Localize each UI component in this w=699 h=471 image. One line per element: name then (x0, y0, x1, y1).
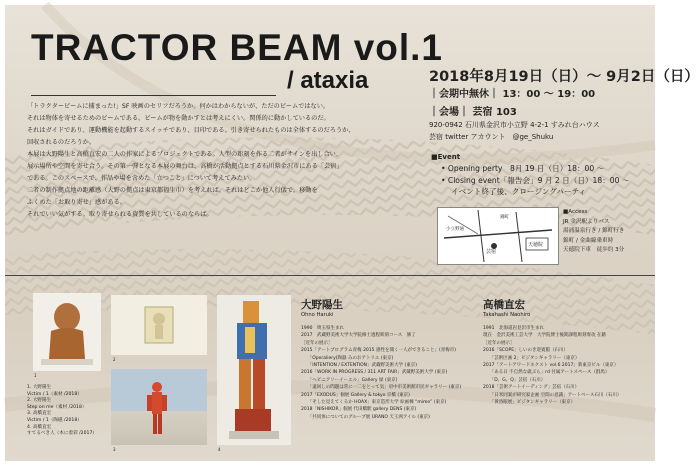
map-label-venue: 芸宿 (486, 249, 497, 255)
caption-line: 3. 高橋直宏 (27, 411, 52, 417)
cv-line: 2016「SCOPE」しいのき迎賓館（石川） (483, 348, 569, 354)
flyer (5, 5, 699, 461)
image-number-4: 4 (218, 447, 221, 452)
cv-line: 「遠回しの問題は常に一二をとって気」府中市美術館市民ギャラリー (東京) (301, 385, 462, 391)
intro-line: それはガイドであり、運動機能を起動するスイッチであり、目印である。引き寄せられたものは全体するのだろうか、 (27, 127, 355, 134)
artwork-image-3 (111, 369, 207, 445)
artist2-name: 高橋直宏 (483, 299, 525, 311)
cv-line: 1991 北海道岩見沢市生まれ (483, 326, 544, 331)
caption-line: Victim / 1（陶磁 /2018） (27, 417, 82, 423)
subtitle: / ataxia (287, 67, 369, 94)
cv-line: 2017「アートアワードネクスト vol.6 2017」新東京ビル（東京） (483, 363, 619, 369)
access-line: 湯涌温泉行き / 錦町行き (563, 228, 625, 235)
event-opening: • Opening perty 8月 19 日（日）18：00 〜 (441, 164, 605, 173)
caption-line: Step on me（素材 /2018） (27, 404, 87, 410)
cv-line: 2018「芸術アートイーディング」芸宿（石川） (483, 385, 580, 391)
artwork-captions (27, 385, 97, 438)
artist1-name: 大野陽生 (301, 299, 343, 311)
cv-line: 「共同体についてのグループ展 URANO 天王洲アイル (東京) (301, 414, 430, 420)
access-line: JR 金沢駅よりバス (563, 218, 610, 225)
access-line: 錦町 / 金曲線乗車時 (563, 237, 614, 244)
artwork-image-1 (33, 293, 101, 371)
image-number-3: 3 (113, 447, 116, 452)
access-info (563, 208, 624, 256)
artist1-romaji: Ohno Haruki (301, 312, 334, 318)
cv-line: 「Operaliery(陶器 みのおアトリエ (東京) (301, 355, 394, 361)
event-heading: ■Event (431, 153, 461, 161)
intro-line: である。このスペースで、作品や場を含めた「立つこと」について考えてみたい。 (27, 175, 256, 182)
image-number-1: 1 (34, 373, 37, 378)
venue-address: 920-0942 石川県金沢市小立野 4-2-1 すみれ台ハウス (429, 121, 600, 129)
intro-line: 回収されるのだろうか。 (27, 139, 96, 146)
cv-line: 現在 金沢美術工芸大学 大学院博士後期課程彫刻専攻 在籍 (483, 333, 606, 339)
artist2-cv (483, 325, 621, 406)
access-heading: ■Access (563, 209, 588, 215)
title-rule (31, 95, 276, 96)
map-graphic (438, 208, 558, 264)
cv-line: 「D、G、Q」芸宿（石川） (483, 377, 546, 383)
cv-line: 「芸術区画 2」ビジタンギャラリー（東京） (483, 355, 580, 361)
caption-line: 2. 大野陽生 (27, 398, 52, 404)
intro-text (27, 101, 407, 221)
venue-name: ｜会場｜ 芸宿 103 (429, 107, 517, 118)
access-map (437, 207, 559, 265)
cv-line: 「黄昏眼展」ビジタンギャラリー（東京） (483, 400, 576, 406)
artist2-romaji: Takahashi Naohiro (483, 312, 531, 318)
exhibition-hours: ｜会期中無休｜ 13：00 〜 19：00 (429, 89, 596, 100)
cv-line: 「ヘビニアリーイーエル」Gallery 緑 (東京) (301, 377, 398, 383)
section-divider (5, 275, 655, 276)
cv-line: 2015「アートプログラム青梅 2015 感性を開く一人ができること」(青梅市) (301, 348, 456, 354)
cv-line: 「ある日 不自然な歳ぶら」rd 付属アートスペース（群馬） (483, 370, 610, 376)
access-line: 天徳院下車 徒歩約 3分 (563, 247, 625, 254)
artwork-image-4 (217, 295, 291, 445)
cv-line: 2017 武蔵野美術大学大学院修士過程彫刻コース 修了 (301, 333, 416, 339)
cv-line: 2016「WORK IN PROGRESS / 311 ART FAIR」武蔵野美術大学 (東京) (301, 370, 448, 376)
map-label-temple: 天徳院 (528, 242, 544, 248)
artwork-image-2 (111, 295, 207, 355)
intro-line: ふくめた「お取り寄せ」感がある。 (27, 199, 126, 206)
exhibition-dates: 2018年8月19日（日）〜 9月2日（日） (429, 69, 699, 85)
image-number-2: 2 (113, 357, 116, 362)
cv-line: 2018「NISHIKOR」個展 代田橋駅 gallery DENS (東京) (301, 407, 417, 413)
caption-line: Victim / 1（素材 /2018） (27, 391, 82, 397)
cv-line: 「INTENTION / EXTENTION」武蔵野美術大学 (東京) (301, 363, 417, 369)
cv-line: ［近年の展示］ (483, 340, 515, 346)
caption-line: 1. 大野陽生 (27, 385, 52, 390)
cv-line: 2017「EXODUS」個展 Gallery & tokyo 京橋 (東京) (301, 392, 410, 398)
intro-line: それは物体を寄せるためのビームである。ビームが物を動かすとは考えにくい。関係的に動かしているのだ。 (27, 115, 330, 122)
cv-line: ［近年の展示］ (301, 340, 333, 346)
intro-line: 二者の制作拠点地の距離感（大野の拠点は東京都福生市）を考えれば、それはどこか他人行儀で、移動を (27, 187, 318, 194)
intro-line: 展示場所や空間を寄せ合う。その第一弾となる本展の舞台は、高橋が活動拠点とする石川県金沢市にある「芸宿」 (27, 163, 343, 170)
title: TRACTOR BEAM vol.1 (31, 27, 444, 68)
map-label-street: 小立野通 (446, 227, 464, 232)
cv-line: 「日米同案が研究家企画 空間の意識」アートベース石川（石川） (483, 392, 622, 398)
caption-line: 4. 高橋直宏 (27, 424, 52, 430)
intro-line: 「トラクタービームに捕まった!」SF 映画のセリフだろうか。何かはわからないが、ただのビームではない。 (27, 103, 330, 110)
event-closing-party: イベント終了後、クロージングパーティ (451, 187, 587, 196)
event-closing: • Closing event「報告会」9 月 2 日（日）18：00 〜 (441, 176, 630, 185)
intro-line: それでいい気がする。取り寄せられる資質を共しているのならば。 (27, 211, 213, 218)
artist1-cv (301, 325, 461, 421)
intro-line: 本展は大野陽生と高橋直宏の二人の作家によるプロジェクトである。人型の彫刻を作る二者がサインを出し合い、 (27, 151, 343, 158)
cv-line: 1990 埼玉県生まれ (301, 326, 344, 331)
caption-line: すてるべき人（木に着彩 /2017） (27, 431, 97, 437)
twitter-account: 芸宿 twitter アカウント @ge_Shuku (429, 133, 554, 141)
map-label-nishiki: 錦町 (500, 215, 509, 220)
cv-line: 「そした見えてくるか HOAX」東京造形大学 絵画棟 “mime” (東京) (301, 400, 447, 406)
